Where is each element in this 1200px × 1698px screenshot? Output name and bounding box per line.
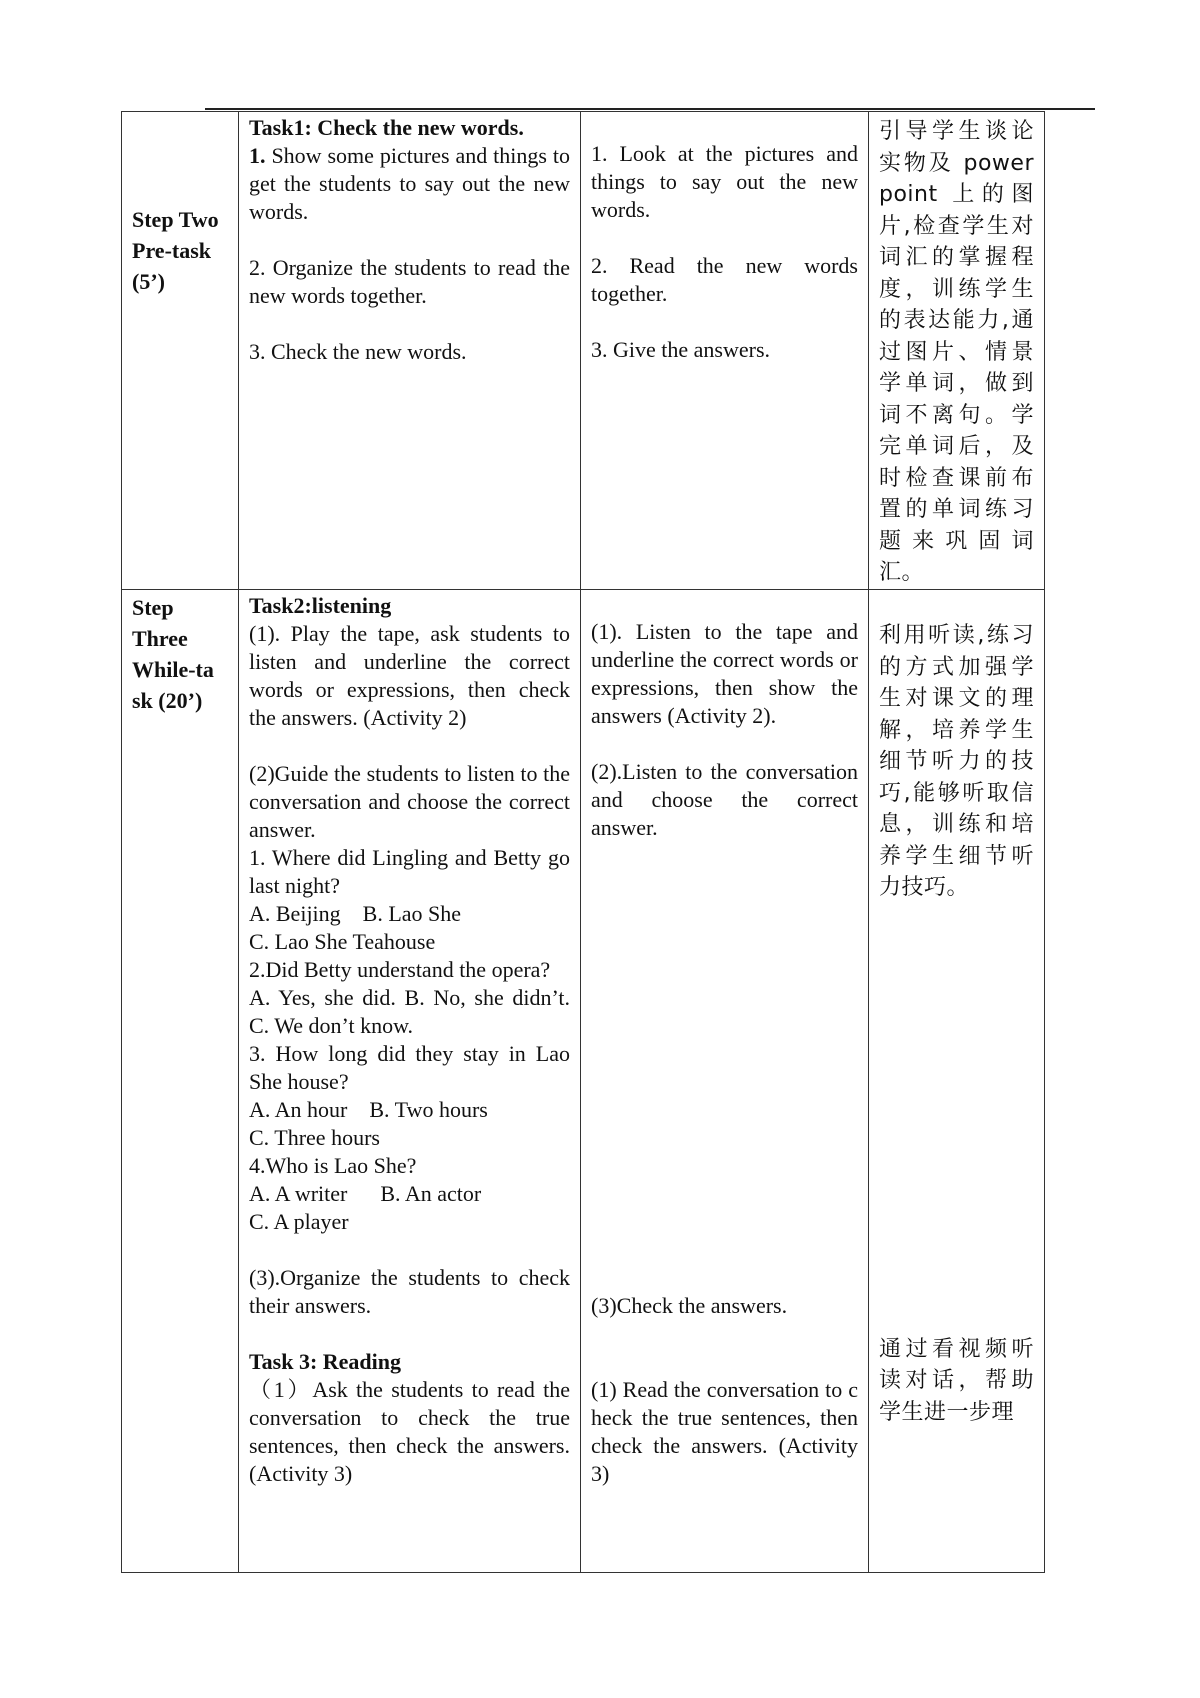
table-row-step-two: [122, 112, 1045, 590]
question-4-option-c: C. A player: [249, 1209, 349, 1234]
step-three-teacher-1: (1). Play the tape, ask students to listen and underline the correct words or expressions, then check the answers. (Activity 2): [249, 621, 570, 730]
step-two-student-2: 2. Read the new words together.: [591, 253, 858, 306]
lesson-plan-table: [121, 111, 1045, 1573]
step-three-purpose-1: 利用听读,练习的方式加强学生对课文的理解，培养学生细节听力的技巧,能够听取信息，训练和培养学生细节听力技巧。: [879, 623, 1034, 900]
step-three-purpose-cell: [869, 590, 1045, 1573]
task2-title: Task2:listening: [249, 593, 392, 618]
question-3-option-c: C. Three hours: [249, 1125, 380, 1150]
step-two-student-3: 3. Give the answers.: [591, 337, 771, 362]
question-1-option-c: C. Lao She Teahouse: [249, 929, 436, 954]
question-2: 2.Did Betty understand the opera?: [249, 957, 551, 982]
step-two-purpose: 引导学生谈论实物及 power point 上的图片,检查学生对词汇的掌握程度，训练学生的表达能力,通过图片、情景学单词，做到词不离句。学完单词后，及时检查课前布置的单词练习题来巩固词汇。: [879, 119, 1034, 585]
step-three-label-line2: Three: [132, 626, 188, 651]
step-two-purpose-cell: [869, 112, 1045, 590]
task3-title: Task 3: Reading: [249, 1349, 402, 1374]
question-4: 4.Who is Lao She?: [249, 1153, 417, 1178]
step-three-teacher-4: （1）Ask the students to read the conversation to check the true sentences, then check the answers. (Activity 3): [249, 1377, 570, 1486]
question-3: 3. How long did they stay in Lao She house?: [249, 1041, 570, 1094]
top-rule: [205, 108, 1095, 110]
step-two-teacher-1: [249, 142, 570, 226]
question-2-options: A. Yes, she did. B. No, she didn’t. C. We don’t know.: [249, 985, 570, 1038]
step-three-label-line4: sk (20’): [132, 688, 203, 713]
step-three-label-line1: Step: [132, 595, 174, 620]
step-three-teacher-2: (2)Guide the students to listen to the conversation and choose the correct answer.: [249, 761, 570, 842]
step-three-student-2: (2).Listen to the conversation and choose the correct answer.: [591, 759, 858, 840]
question-1: 1. Where did Lingling and Betty go last night?: [249, 845, 570, 898]
step-two-teacher-1-num: 1.: [249, 143, 266, 168]
step-three-purpose-2: 通过看视频听读对话，帮助学生进一步理: [879, 1336, 1034, 1425]
step-three-label-cell: [122, 590, 239, 1573]
step-two-label-line3: (5’): [132, 269, 165, 294]
question-4-options-ab: A. A writer B. An actor: [249, 1181, 482, 1206]
step-two-teacher-1-text: Show some pictures and things to get the students to say out the new words.: [249, 143, 570, 224]
step-two-label-line2: Pre-task: [132, 238, 212, 263]
step-three-label-line3: While-ta: [132, 657, 214, 682]
task1-title: Task1: Check the new words.: [249, 115, 524, 140]
step-two-student-1: 1. Look at the pictures and things to say out the new words.: [591, 141, 858, 222]
step-three-student-3: (3)Check the answers.: [591, 1293, 788, 1318]
step-three-student-cell: [581, 590, 869, 1573]
step-three-teacher-3: (3).Organize the students to check their answers.: [249, 1265, 570, 1318]
step-two-teacher-cell: [239, 112, 581, 590]
step-two-teacher-3: 3. Check the new words.: [249, 339, 467, 364]
step-two-label-line1: Step Two: [132, 207, 219, 232]
step-two-student-cell: [581, 112, 869, 590]
question-1-options-ab: A. Beijing B. Lao She: [249, 901, 462, 926]
step-three-student-4: (1) Read the conversation to c heck the true sentences, then check the answers. (Activity 3): [591, 1377, 858, 1486]
table-row-step-three: [122, 590, 1045, 1573]
step-three-teacher-cell: [239, 590, 581, 1573]
question-3-options-ab: A. An hour B. Two hours: [249, 1097, 488, 1122]
step-two-label-cell: [122, 112, 239, 590]
step-two-teacher-2: 2. Organize the students to read the new words together.: [249, 255, 570, 308]
step-three-student-1: (1). Listen to the tape and underline the correct words or expressions, then show the answers (Activity 2).: [591, 619, 858, 728]
